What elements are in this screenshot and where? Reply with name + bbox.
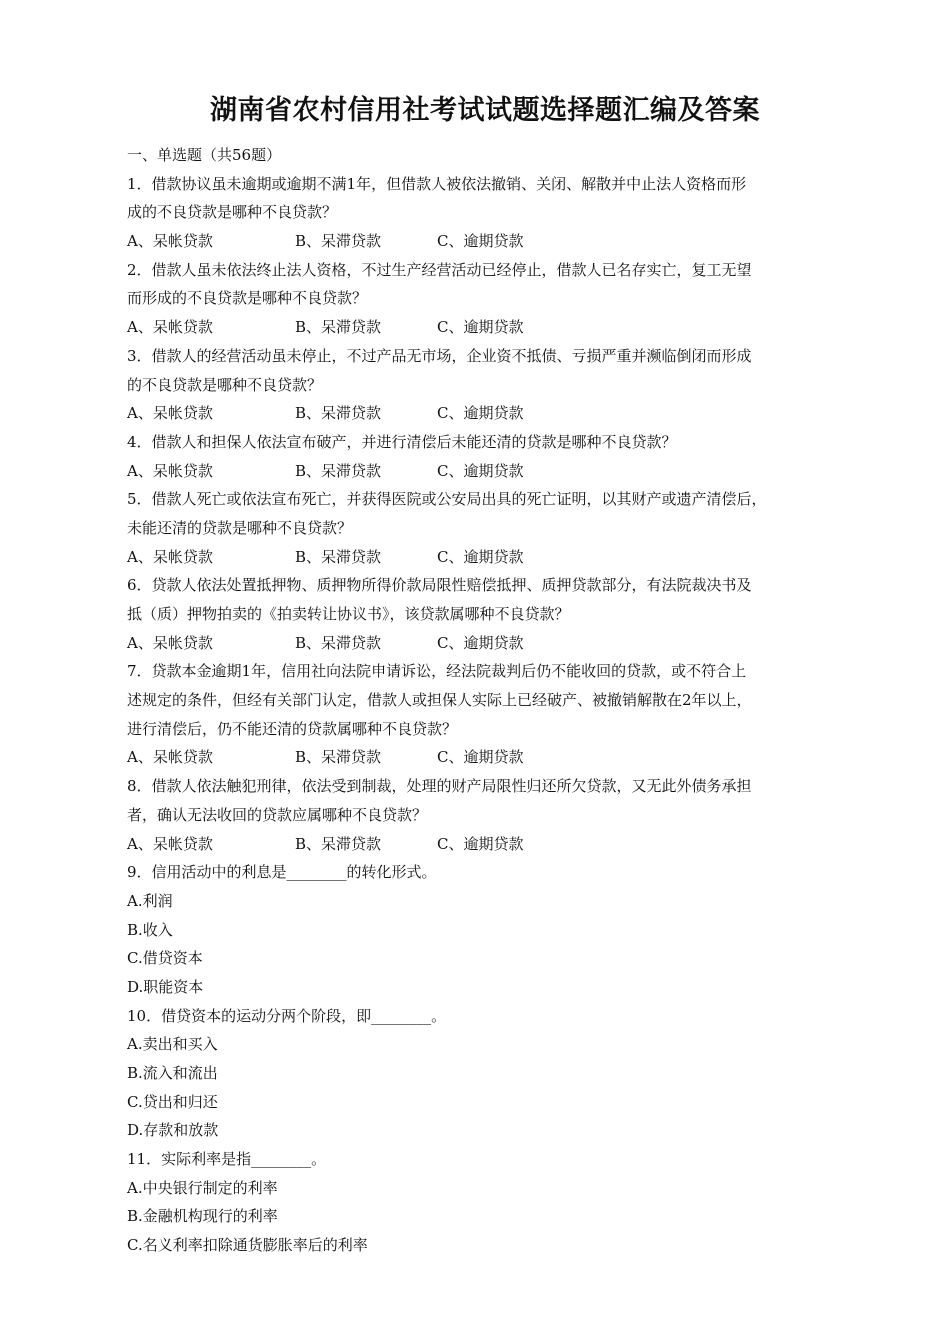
question-text-line: 8．借款人依法触犯刑律，依法受到制裁，处理的财产局限性归还所欠贷款，又无此外债务承担 [127, 777, 752, 796]
option-c: C.名义利率扣除通货膨胀率后的利率 [127, 1236, 368, 1255]
question-text-line: 者，确认无法收回的贷款应属哪种不良贷款？ [127, 805, 428, 824]
question-3 [127, 342, 837, 428]
option-c: C、逾期贷款 [437, 404, 524, 423]
question-text-line: 述规定的条件，但经有关部门认定，借款人或担保人实际上已经破产、被撤销解散在2年以上， [127, 691, 752, 710]
question-text-line: 2．借款人虽未依法终止法人资格，不过生产经营活动已经停止，借款人已名存实亡，复工无望 [127, 260, 752, 279]
question-text-line: 1．借款协议虽未逾期或逾期不满1年，但借款人被依法撤销、关闭、解散并中止法人资格而形 [127, 174, 747, 193]
option-b: B、呆滞贷款 [295, 633, 382, 652]
question-2 [127, 256, 837, 342]
option-d: D.存款和放款 [127, 1121, 219, 1140]
question-1 [127, 170, 837, 256]
option-c: C、逾期贷款 [437, 461, 524, 480]
question-text-line: 7．贷款本金逾期1年，信用社向法院申请诉讼，经法院裁判后仍不能收回的贷款，或不符合上 [127, 662, 747, 681]
option-a: A、呆帐贷款 [127, 633, 213, 652]
option-c: C、逾期贷款 [437, 834, 524, 853]
question-5 [127, 485, 837, 571]
option-b: B.流入和流出 [127, 1064, 218, 1082]
options-row [127, 543, 837, 572]
question-9 [127, 858, 837, 1001]
document-title: 湖南省农村信用社考试试题选择题汇编及答案 [210, 95, 760, 126]
option-d: D.职能资本 [127, 977, 204, 996]
question-10 [127, 1002, 837, 1145]
option-a: A、呆帐贷款 [127, 232, 213, 251]
question-text-line: 未能还清的贷款是哪种不良贷款？ [127, 518, 353, 537]
option-c: C、逾期贷款 [437, 547, 524, 566]
option-b: B、呆滞贷款 [295, 461, 382, 480]
question-text-line: 抵（质）押物拍卖的《拍卖转让协议书》，该贷款属哪种不良贷款？ [127, 605, 570, 623]
option-c: C、逾期贷款 [437, 633, 524, 652]
options-row [127, 227, 837, 256]
document-body [127, 141, 837, 1260]
question-text-line: 4．借款人和担保人依法宣布破产，并进行清偿后未能还清的贷款是哪种不良贷款？ [127, 432, 677, 451]
option-a: A.中央银行制定的利率 [127, 1178, 278, 1197]
question-text-line: 进行清偿后，仍不能还清的贷款属哪种不良贷款？ [127, 719, 458, 738]
option-a: A、呆帐贷款 [127, 318, 213, 337]
question-4 [127, 428, 837, 485]
options-row [127, 457, 837, 486]
section-heading: 一、单选题（共56题） [127, 146, 282, 164]
option-b: B、呆滞贷款 [295, 318, 382, 337]
question-7 [127, 657, 837, 772]
question-text-line: 的不良贷款是哪种不良贷款？ [127, 375, 323, 394]
options-row [127, 629, 837, 658]
option-a: A、呆帐贷款 [127, 834, 213, 853]
option-c: C、逾期贷款 [437, 318, 524, 337]
options-row [127, 313, 837, 342]
option-b: B、呆滞贷款 [295, 834, 382, 853]
option-a: A、呆帐贷款 [127, 404, 213, 423]
option-b: B、呆滞贷款 [295, 404, 382, 423]
question-6 [127, 571, 837, 657]
option-c: C、逾期贷款 [437, 232, 524, 251]
question-text-line: 5．借款人死亡或依法宣布死亡，并获得医院或公安局出具的死亡证明，以其财产或遗产清偿后， [127, 490, 767, 509]
option-b: B、呆滞贷款 [295, 748, 382, 767]
option-c: C.贷出和归还 [127, 1092, 218, 1111]
option-a: A、呆帐贷款 [127, 748, 213, 767]
option-a: A.卖出和买入 [127, 1035, 218, 1054]
option-c: C.借贷资本 [127, 949, 203, 968]
question-8 [127, 772, 837, 858]
option-a: A、呆帐贷款 [127, 547, 213, 566]
option-b: B、呆滞贷款 [295, 232, 382, 251]
option-b: B、呆滞贷款 [295, 547, 382, 566]
option-a: A.利润 [127, 891, 173, 910]
option-a: A、呆帐贷款 [127, 461, 213, 480]
option-b: B.收入 [127, 920, 173, 939]
question-text-line: 3．借款人的经营活动虽未停止，不过产品无市场，企业资不抵债、亏损严重并濒临倒闭而形成 [127, 346, 752, 365]
options-row [127, 830, 837, 859]
option-b: B.金融机构现行的利率 [127, 1207, 278, 1226]
question-11 [127, 1145, 837, 1260]
question-text-line: 成的不良贷款是哪种不良贷款？ [127, 203, 338, 222]
question-text-line: 9．信用活动中的利息是________的转化形式。 [127, 863, 437, 882]
question-text-line: 10．借贷资本的运动分两个阶段，即________。 [127, 1006, 447, 1025]
options-row [127, 743, 837, 772]
question-text-line: 而形成的不良贷款是哪种不良贷款？ [127, 289, 368, 308]
question-text-line: 6．贷款人依法处置抵押物、质押物所得价款局限性赔偿抵押、质押贷款部分，有法院裁决书及 [127, 576, 752, 595]
option-c: C、逾期贷款 [437, 748, 524, 767]
options-row [127, 399, 837, 428]
question-text-line: 11．实际利率是指________。 [127, 1150, 327, 1169]
